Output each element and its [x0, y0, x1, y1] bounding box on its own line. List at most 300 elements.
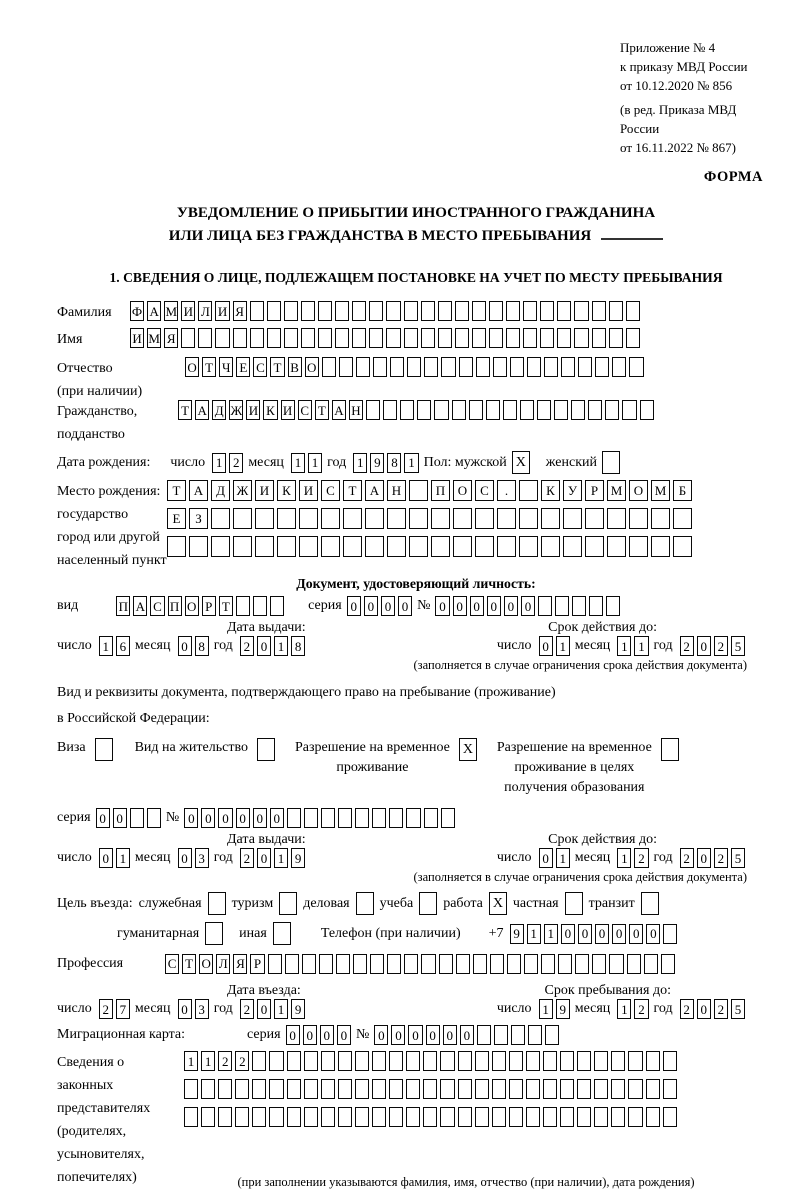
entry-month-cells[interactable]	[178, 999, 209, 1019]
char-cell[interactable]	[406, 1051, 420, 1071]
char-cell[interactable]	[588, 400, 602, 420]
char-cell[interactable]	[441, 357, 455, 377]
char-cell[interactable]	[250, 328, 264, 348]
char-cell[interactable]	[304, 1079, 318, 1099]
char-cell[interactable]	[519, 536, 538, 557]
purpose-other-checkbox[interactable]	[273, 922, 291, 945]
visa-checkbox[interactable]	[95, 738, 113, 761]
char-cell[interactable]	[252, 1051, 266, 1071]
char-cell[interactable]	[338, 1079, 352, 1099]
char-cell[interactable]	[524, 954, 538, 974]
purpose-commercial-checkbox[interactable]	[356, 892, 374, 915]
char-cell[interactable]	[211, 536, 230, 557]
char-cell[interactable]	[404, 301, 418, 321]
char-cell[interactable]	[438, 301, 452, 321]
char-cell[interactable]	[486, 400, 500, 420]
char-cell[interactable]	[365, 508, 384, 529]
char-cell[interactable]	[421, 301, 435, 321]
char-cell[interactable]: 0	[426, 1025, 440, 1045]
char-cell[interactable]	[215, 328, 229, 348]
temp-permit-checkbox[interactable]	[459, 738, 477, 761]
char-cell[interactable]: .	[497, 480, 516, 501]
char-cell[interactable]	[355, 1079, 369, 1099]
char-cell[interactable]	[663, 1107, 677, 1127]
purpose-transit-checkbox[interactable]	[641, 892, 659, 915]
char-cell[interactable]: 0	[201, 808, 215, 828]
char-cell[interactable]: Ж	[229, 400, 243, 420]
char-cell[interactable]: Б	[673, 480, 692, 501]
char-cell[interactable]: 2	[714, 848, 728, 868]
char-cell[interactable]: У	[563, 480, 582, 501]
char-cell[interactable]: Л	[216, 954, 230, 974]
char-cell[interactable]: 0	[646, 924, 660, 944]
char-cell[interactable]	[606, 596, 620, 616]
char-cell[interactable]	[560, 1051, 574, 1071]
char-cell[interactable]	[389, 808, 403, 828]
char-cell[interactable]: 0	[257, 848, 271, 868]
doc-expiry-day-cells[interactable]	[539, 636, 570, 656]
char-cell[interactable]: 2	[240, 636, 254, 656]
char-cell[interactable]	[387, 954, 401, 974]
char-cell[interactable]: 1	[274, 848, 288, 868]
char-cell[interactable]	[321, 1107, 335, 1127]
char-cell[interactable]	[301, 328, 315, 348]
char-cell[interactable]	[585, 508, 604, 529]
char-cell[interactable]	[372, 1107, 386, 1127]
char-cell[interactable]	[477, 1025, 491, 1045]
char-cell[interactable]	[519, 508, 538, 529]
char-cell[interactable]	[554, 400, 568, 420]
char-cell[interactable]	[318, 328, 332, 348]
char-cell[interactable]	[646, 1107, 660, 1127]
char-cell[interactable]	[253, 596, 267, 616]
char-cell[interactable]	[594, 1079, 608, 1099]
char-cell[interactable]	[661, 738, 679, 761]
char-cell[interactable]	[389, 1079, 403, 1099]
char-cell[interactable]	[236, 596, 250, 616]
char-cell[interactable]	[520, 400, 534, 420]
char-cell[interactable]: 6	[116, 636, 130, 656]
char-cell[interactable]	[267, 301, 281, 321]
char-cell[interactable]: 1	[274, 636, 288, 656]
char-cell[interactable]	[563, 508, 582, 529]
res-number-cells[interactable]	[184, 808, 455, 828]
char-cell[interactable]	[540, 301, 554, 321]
char-cell[interactable]: 0	[347, 596, 361, 616]
char-cell[interactable]	[167, 536, 186, 557]
char-cell[interactable]	[663, 1051, 677, 1071]
char-cell[interactable]	[594, 1051, 608, 1071]
char-cell[interactable]	[475, 1107, 489, 1127]
stay-day-cells[interactable]	[539, 999, 570, 1019]
char-cell[interactable]	[626, 301, 640, 321]
char-cell[interactable]	[299, 536, 318, 557]
char-cell[interactable]	[490, 954, 504, 974]
char-cell[interactable]: А	[332, 400, 346, 420]
residence-permit-checkbox[interactable]	[257, 738, 275, 761]
mig-number-cells[interactable]	[374, 1025, 559, 1045]
char-cell[interactable]: 1	[556, 636, 570, 656]
char-cell[interactable]: 2	[235, 1051, 249, 1071]
char-cell[interactable]: 0	[453, 596, 467, 616]
char-cell[interactable]	[372, 1079, 386, 1099]
char-cell[interactable]: А	[147, 301, 161, 321]
char-cell[interactable]: 0	[470, 596, 484, 616]
char-cell[interactable]	[628, 1051, 642, 1071]
char-cell[interactable]	[277, 536, 296, 557]
char-cell[interactable]: К	[277, 480, 296, 501]
char-cell[interactable]	[489, 328, 503, 348]
res-expiry-month-cells[interactable]	[617, 848, 648, 868]
char-cell[interactable]	[611, 1051, 625, 1071]
birthplace-cells-row2[interactable]	[167, 508, 692, 529]
char-cell[interactable]: 0	[253, 808, 267, 828]
char-cell[interactable]	[389, 1051, 403, 1071]
char-cell[interactable]: 0	[697, 999, 711, 1019]
char-cell[interactable]	[424, 357, 438, 377]
char-cell[interactable]: 1	[99, 636, 113, 656]
char-cell[interactable]	[543, 1107, 557, 1127]
char-cell[interactable]: О	[453, 480, 472, 501]
char-cell[interactable]	[400, 400, 414, 420]
gender-female-checkbox[interactable]	[602, 451, 620, 474]
char-cell[interactable]	[441, 808, 455, 828]
char-cell[interactable]	[373, 357, 387, 377]
char-cell[interactable]	[406, 808, 420, 828]
char-cell[interactable]	[469, 400, 483, 420]
char-cell[interactable]	[417, 400, 431, 420]
char-cell[interactable]	[629, 508, 648, 529]
char-cell[interactable]	[407, 357, 421, 377]
char-cell[interactable]	[644, 954, 658, 974]
char-cell[interactable]	[95, 738, 113, 761]
char-cell[interactable]	[523, 328, 537, 348]
char-cell[interactable]	[336, 954, 350, 974]
char-cell[interactable]	[560, 1107, 574, 1127]
char-cell[interactable]	[355, 1051, 369, 1071]
char-cell[interactable]	[352, 328, 366, 348]
char-cell[interactable]	[386, 301, 400, 321]
birthplace-cells-row1[interactable]	[167, 480, 692, 501]
char-cell[interactable]: 2	[714, 999, 728, 1019]
char-cell[interactable]	[338, 808, 352, 828]
char-cell[interactable]: М	[607, 480, 626, 501]
res-series-cells[interactable]	[96, 808, 161, 828]
char-cell[interactable]	[555, 596, 569, 616]
char-cell[interactable]	[369, 328, 383, 348]
char-cell[interactable]	[602, 451, 620, 474]
char-cell[interactable]: П	[168, 596, 182, 616]
char-cell[interactable]: И	[246, 400, 260, 420]
char-cell[interactable]: 9	[370, 453, 384, 473]
char-cell[interactable]	[492, 1107, 506, 1127]
birthplace-cells-row3[interactable]	[167, 536, 692, 557]
char-cell[interactable]: С	[298, 400, 312, 420]
char-cell[interactable]: 1	[617, 636, 631, 656]
char-cell[interactable]	[629, 357, 643, 377]
char-cell[interactable]	[577, 1051, 591, 1071]
birth-day-cells[interactable]	[212, 453, 243, 473]
char-cell[interactable]: З	[189, 508, 208, 529]
char-cell[interactable]: С	[253, 357, 267, 377]
char-cell[interactable]	[287, 1079, 301, 1099]
doc-series-cells[interactable]	[347, 596, 412, 616]
purpose-work-checkbox[interactable]	[489, 892, 507, 915]
representatives-cells-row2[interactable]	[184, 1079, 677, 1099]
char-cell[interactable]	[473, 954, 487, 974]
char-cell[interactable]	[250, 301, 264, 321]
char-cell[interactable]	[626, 328, 640, 348]
char-cell[interactable]	[492, 1051, 506, 1071]
phone-cells[interactable]	[510, 924, 678, 944]
char-cell[interactable]	[506, 301, 520, 321]
char-cell[interactable]	[387, 508, 406, 529]
char-cell[interactable]	[356, 357, 370, 377]
char-cell[interactable]	[440, 1079, 454, 1099]
char-cell[interactable]: 0	[460, 1025, 474, 1045]
char-cell[interactable]	[372, 808, 386, 828]
char-cell[interactable]: 5	[731, 848, 745, 868]
representatives-cells-row1[interactable]	[184, 1051, 677, 1071]
char-cell[interactable]	[538, 596, 552, 616]
char-cell[interactable]	[523, 301, 537, 321]
char-cell[interactable]	[540, 328, 554, 348]
representatives-cells-row3[interactable]	[184, 1107, 677, 1127]
char-cell[interactable]: К	[263, 400, 277, 420]
char-cell[interactable]: Т	[315, 400, 329, 420]
char-cell[interactable]	[440, 1051, 454, 1071]
char-cell[interactable]: 0	[218, 808, 232, 828]
char-cell[interactable]: О	[629, 480, 648, 501]
char-cell[interactable]	[423, 1051, 437, 1071]
char-cell[interactable]	[455, 328, 469, 348]
doc-expiry-year-cells[interactable]	[680, 636, 745, 656]
char-cell[interactable]: 1	[634, 636, 648, 656]
char-cell[interactable]: 2	[229, 453, 243, 473]
char-cell[interactable]: В	[288, 357, 302, 377]
char-cell[interactable]	[571, 400, 585, 420]
char-cell[interactable]	[577, 1079, 591, 1099]
char-cell[interactable]: 3	[195, 848, 209, 868]
char-cell[interactable]	[607, 536, 626, 557]
char-cell[interactable]: 2	[240, 999, 254, 1019]
char-cell[interactable]	[510, 357, 524, 377]
char-cell[interactable]	[255, 536, 274, 557]
char-cell[interactable]: 1	[274, 999, 288, 1019]
char-cell[interactable]	[673, 508, 692, 529]
char-cell[interactable]: 1	[201, 1051, 215, 1071]
char-cell[interactable]	[592, 954, 606, 974]
char-cell[interactable]	[440, 1107, 454, 1127]
char-cell[interactable]: Е	[236, 357, 250, 377]
char-cell[interactable]	[609, 954, 623, 974]
char-cell[interactable]: Т	[219, 596, 233, 616]
char-cell[interactable]: 0	[236, 808, 250, 828]
char-cell[interactable]	[493, 357, 507, 377]
char-cell[interactable]	[287, 1107, 301, 1127]
char-cell[interactable]	[609, 328, 623, 348]
char-cell[interactable]	[353, 954, 367, 974]
char-cell[interactable]: 9	[291, 999, 305, 1019]
char-cell[interactable]: И	[299, 480, 318, 501]
char-cell[interactable]	[218, 1079, 232, 1099]
char-cell[interactable]: 0	[113, 808, 127, 828]
char-cell[interactable]	[369, 301, 383, 321]
char-cell[interactable]: 1	[291, 453, 305, 473]
char-cell[interactable]	[622, 400, 636, 420]
char-cell[interactable]	[372, 1051, 386, 1071]
char-cell[interactable]	[423, 1079, 437, 1099]
char-cell[interactable]	[673, 536, 692, 557]
char-cell[interactable]: 5	[731, 999, 745, 1019]
char-cell[interactable]	[273, 922, 291, 945]
char-cell[interactable]: 1	[617, 999, 631, 1019]
char-cell[interactable]	[218, 1107, 232, 1127]
char-cell[interactable]: 0	[539, 848, 553, 868]
char-cell[interactable]: И	[215, 301, 229, 321]
char-cell[interactable]	[424, 808, 438, 828]
char-cell[interactable]	[506, 328, 520, 348]
char-cell[interactable]	[519, 480, 538, 501]
char-cell[interactable]	[607, 508, 626, 529]
res-expiry-day-cells[interactable]	[539, 848, 570, 868]
char-cell[interactable]: 0	[391, 1025, 405, 1045]
char-cell[interactable]: П	[431, 480, 450, 501]
char-cell[interactable]	[181, 328, 195, 348]
purpose-humanitarian-checkbox[interactable]	[205, 922, 223, 945]
edu-permit-checkbox[interactable]	[661, 738, 679, 761]
char-cell[interactable]: Н	[349, 400, 363, 420]
char-cell[interactable]: 3	[195, 999, 209, 1019]
doc-number-cells[interactable]	[435, 596, 620, 616]
char-cell[interactable]	[267, 328, 281, 348]
char-cell[interactable]	[574, 328, 588, 348]
char-cell[interactable]	[321, 808, 335, 828]
char-cell[interactable]	[409, 480, 428, 501]
char-cell[interactable]: 1	[617, 848, 631, 868]
char-cell[interactable]	[476, 357, 490, 377]
patronymic-cells[interactable]	[185, 357, 644, 377]
res-expiry-year-cells[interactable]	[680, 848, 745, 868]
char-cell[interactable]: 0	[178, 848, 192, 868]
char-cell[interactable]: X	[459, 738, 477, 761]
char-cell[interactable]: 0	[374, 1025, 388, 1045]
char-cell[interactable]: О	[199, 954, 213, 974]
char-cell[interactable]	[459, 357, 473, 377]
char-cell[interactable]: 9	[556, 999, 570, 1019]
char-cell[interactable]	[370, 954, 384, 974]
char-cell[interactable]: 7	[116, 999, 130, 1019]
char-cell[interactable]: Ж	[233, 480, 252, 501]
char-cell[interactable]	[322, 357, 336, 377]
char-cell[interactable]: 1	[539, 999, 553, 1019]
char-cell[interactable]	[646, 1079, 660, 1099]
firstname-cells[interactable]	[130, 328, 640, 348]
char-cell[interactable]	[205, 922, 223, 945]
char-cell[interactable]	[438, 328, 452, 348]
birth-year-cells[interactable]	[353, 453, 418, 473]
char-cell[interactable]: 1	[308, 453, 322, 473]
char-cell[interactable]: Я	[233, 301, 247, 321]
char-cell[interactable]: Д	[212, 400, 226, 420]
char-cell[interactable]: И	[281, 400, 295, 420]
char-cell[interactable]	[211, 508, 230, 529]
char-cell[interactable]: 8	[291, 636, 305, 656]
char-cell[interactable]	[270, 596, 284, 616]
char-cell[interactable]: Я	[233, 954, 247, 974]
char-cell[interactable]: 0	[697, 636, 711, 656]
char-cell[interactable]: 9	[510, 924, 524, 944]
doc-type-cells[interactable]	[116, 596, 284, 616]
char-cell[interactable]: 2	[240, 848, 254, 868]
char-cell[interactable]	[335, 301, 349, 321]
char-cell[interactable]: 0	[303, 1025, 317, 1045]
char-cell[interactable]: 0	[435, 596, 449, 616]
mig-series-cells[interactable]	[286, 1025, 351, 1045]
char-cell[interactable]	[565, 892, 583, 915]
char-cell[interactable]	[299, 508, 318, 529]
char-cell[interactable]	[304, 808, 318, 828]
char-cell[interactable]	[255, 508, 274, 529]
char-cell[interactable]	[233, 536, 252, 557]
char-cell[interactable]	[439, 954, 453, 974]
char-cell[interactable]	[575, 954, 589, 974]
char-cell[interactable]	[198, 328, 212, 348]
char-cell[interactable]	[526, 1051, 540, 1071]
char-cell[interactable]	[507, 954, 521, 974]
char-cell[interactable]	[285, 954, 299, 974]
char-cell[interactable]: 0	[612, 924, 626, 944]
char-cell[interactable]: 0	[96, 808, 110, 828]
char-cell[interactable]	[628, 1079, 642, 1099]
char-cell[interactable]: И	[181, 301, 195, 321]
char-cell[interactable]: Д	[211, 480, 230, 501]
char-cell[interactable]: 0	[257, 999, 271, 1019]
char-cell[interactable]	[269, 1051, 283, 1071]
char-cell[interactable]	[287, 808, 301, 828]
char-cell[interactable]: Р	[585, 480, 604, 501]
char-cell[interactable]	[526, 1079, 540, 1099]
char-cell[interactable]	[592, 301, 606, 321]
char-cell[interactable]: И	[255, 480, 274, 501]
char-cell[interactable]	[661, 954, 675, 974]
char-cell[interactable]: 0	[178, 636, 192, 656]
char-cell[interactable]	[458, 1051, 472, 1071]
purpose-study-checkbox[interactable]	[419, 892, 437, 915]
char-cell[interactable]: 0	[320, 1025, 334, 1045]
char-cell[interactable]	[475, 536, 494, 557]
char-cell[interactable]: Ф	[130, 301, 144, 321]
char-cell[interactable]	[577, 1107, 591, 1127]
char-cell[interactable]	[277, 508, 296, 529]
char-cell[interactable]	[321, 508, 340, 529]
char-cell[interactable]	[431, 536, 450, 557]
char-cell[interactable]	[472, 301, 486, 321]
char-cell[interactable]	[541, 536, 560, 557]
char-cell[interactable]: О	[185, 357, 199, 377]
entry-day-cells[interactable]	[99, 999, 130, 1019]
char-cell[interactable]: Р	[202, 596, 216, 616]
char-cell[interactable]	[269, 1107, 283, 1127]
char-cell[interactable]	[557, 328, 571, 348]
char-cell[interactable]	[284, 328, 298, 348]
char-cell[interactable]	[494, 1025, 508, 1045]
entry-year-cells[interactable]	[240, 999, 305, 1019]
char-cell[interactable]: А	[189, 480, 208, 501]
char-cell[interactable]: 0	[99, 848, 113, 868]
char-cell[interactable]	[421, 954, 435, 974]
char-cell[interactable]	[509, 1079, 523, 1099]
